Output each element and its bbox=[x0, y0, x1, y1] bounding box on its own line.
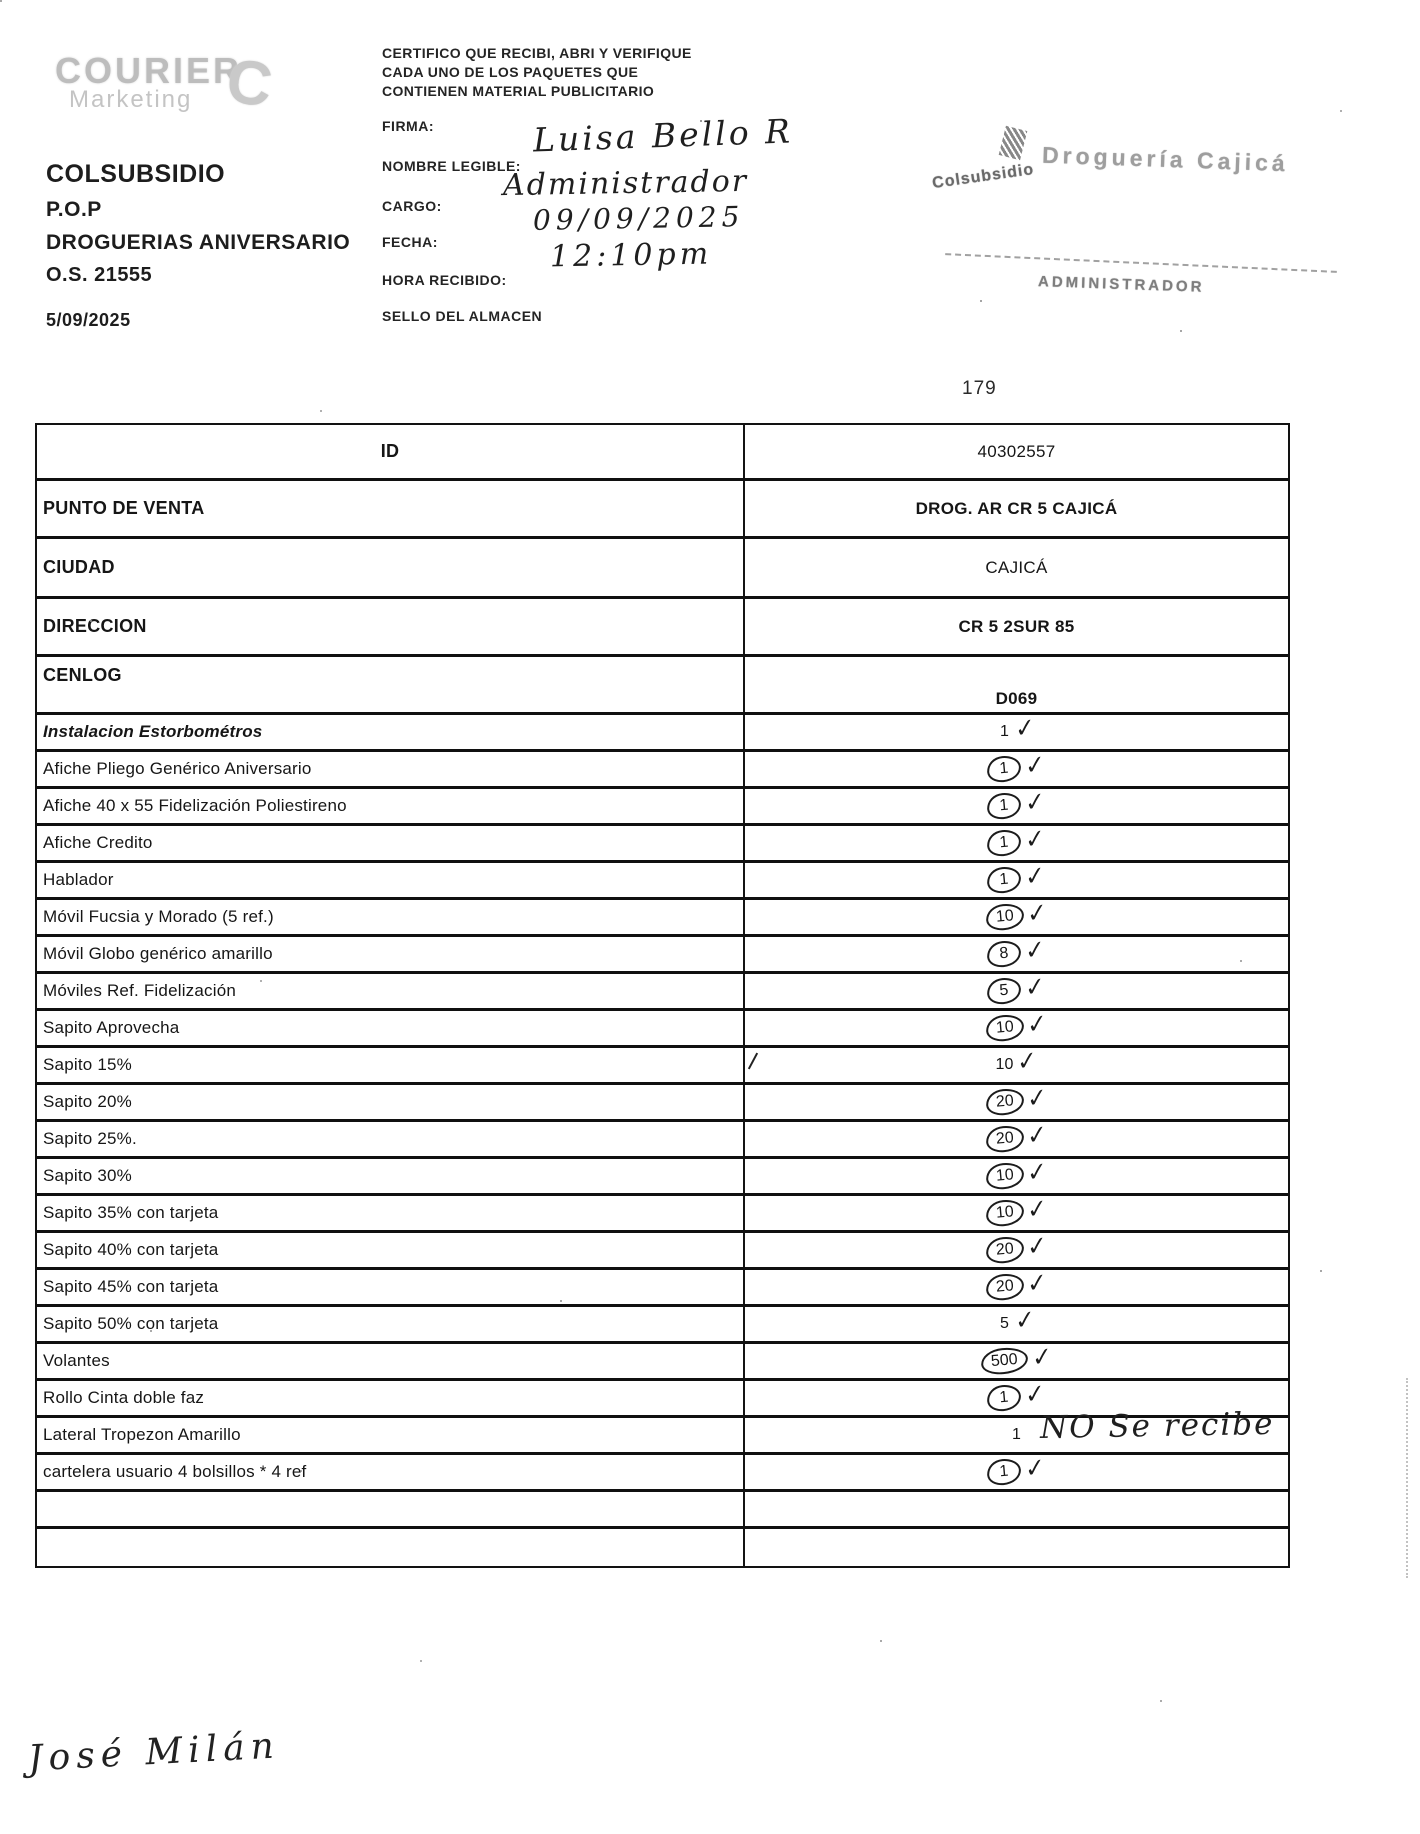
stamp-colsubsidio-logo: Colsubsidio bbox=[931, 160, 1036, 193]
item-label: Sapito 20% bbox=[43, 1092, 132, 1111]
item-quantity: 10 bbox=[984, 1013, 1024, 1042]
item-label: Móviles Ref. Fidelización bbox=[43, 981, 237, 1000]
certification-text: CERTIFICO QUE RECIBI, ABRI Y VERIFIQUE CADA UNO DE LOS PAQUETES QUE CONTIENEN MATERIAL PUBLICITARIO bbox=[382, 45, 692, 99]
direccion-label: DIRECCION bbox=[43, 616, 147, 636]
item-qty-cell bbox=[745, 1007, 1288, 1045]
item-label-cell bbox=[37, 974, 745, 1008]
scan-noise-speckles bbox=[0, 0, 2, 2]
page-number: 179 bbox=[962, 378, 997, 399]
item-quantity: 1 bbox=[986, 829, 1022, 858]
item-quantity: 1 bbox=[986, 866, 1022, 895]
item-label: Sapito 35% con tarjeta bbox=[43, 1203, 219, 1222]
item-quantity: 1 bbox=[986, 1384, 1022, 1413]
item-label-cell bbox=[37, 1270, 745, 1304]
table-row-item bbox=[37, 1044, 1288, 1085]
item-label-cell bbox=[37, 1344, 745, 1378]
table-row-item bbox=[37, 785, 1288, 826]
check-icon: ✓ bbox=[1026, 1081, 1049, 1115]
item-label: Sapito 40% con tarjeta bbox=[43, 1240, 219, 1259]
item-qty-cell bbox=[745, 1118, 1288, 1156]
ciudad-value: CAJICÁ bbox=[985, 557, 1048, 577]
sello-almacen-label: SELLO DEL ALMACEN bbox=[382, 308, 543, 324]
item-label-cell bbox=[37, 1455, 745, 1489]
table-row-item bbox=[37, 1340, 1288, 1381]
table-row-empty bbox=[37, 1529, 1288, 1566]
item-quantity: 1 bbox=[1012, 1426, 1021, 1443]
table-row-item bbox=[37, 748, 1288, 789]
item-label: Rollo Cinta doble faz bbox=[43, 1388, 205, 1407]
table-row-id bbox=[37, 425, 1288, 481]
ciudad-label-cell bbox=[37, 539, 745, 596]
item-qty-cell bbox=[745, 896, 1288, 934]
table-row-item bbox=[37, 1007, 1288, 1048]
item-label: cartelera usuario 4 bolsillos * 4 ref bbox=[43, 1462, 307, 1481]
table-row-item bbox=[37, 1192, 1288, 1233]
check-icon: ✓ bbox=[1026, 896, 1049, 930]
id-label: ID bbox=[380, 441, 400, 461]
logo-c-swirl-icon: C bbox=[222, 46, 277, 121]
check-icon: ✓ bbox=[1024, 748, 1047, 782]
table-row-empty bbox=[37, 1492, 1288, 1529]
handwritten-not-received-note: NO Se recibe bbox=[1039, 1405, 1275, 1447]
item-qty-cell bbox=[745, 1229, 1288, 1267]
check-icon: ✓ bbox=[1014, 1303, 1037, 1337]
stamp-dashed-line bbox=[945, 253, 1337, 273]
item-quantity: 1 bbox=[986, 792, 1022, 821]
item-qty-cell bbox=[745, 970, 1288, 1008]
check-icon: ✓ bbox=[1026, 1007, 1049, 1041]
table-row-item bbox=[37, 1451, 1288, 1492]
item-label: Instalacion Estorbométros bbox=[43, 722, 263, 741]
table-row-item bbox=[37, 1081, 1288, 1122]
check-icon: ✓ bbox=[1024, 859, 1047, 893]
item-qty-cell bbox=[745, 1451, 1288, 1489]
check-icon: ✓ bbox=[1026, 1229, 1049, 1263]
item-qty-cell bbox=[745, 1044, 1288, 1082]
table-row-item bbox=[37, 1229, 1288, 1270]
check-icon: ✓ bbox=[1026, 1118, 1049, 1152]
table-row-item bbox=[37, 711, 1288, 752]
item-label-cell bbox=[37, 1233, 745, 1267]
item-label: Sapito 15% bbox=[43, 1055, 132, 1074]
direccion-label-cell bbox=[37, 599, 745, 654]
item-quantity: 20 bbox=[984, 1124, 1024, 1153]
item-label-cell bbox=[37, 863, 745, 897]
punto-label-cell bbox=[37, 481, 745, 536]
item-label-cell bbox=[37, 1196, 745, 1230]
item-label-cell bbox=[37, 752, 745, 786]
table-row-item bbox=[37, 896, 1288, 937]
item-quantity: 1 bbox=[986, 755, 1022, 784]
item-quantity: 20 bbox=[984, 1235, 1024, 1264]
campaign-name: DROGUERIAS ANIVERSARIO bbox=[46, 231, 351, 254]
item-quantity: 10 bbox=[984, 1161, 1024, 1190]
check-icon: ✓ bbox=[1026, 1192, 1049, 1226]
check-icon: ✓ bbox=[1026, 1155, 1049, 1189]
ciudad-label: CIUDAD bbox=[43, 557, 115, 577]
item-label: Sapito 30% bbox=[43, 1166, 132, 1185]
table-row-ciudad bbox=[37, 539, 1288, 599]
table-row-item bbox=[37, 970, 1288, 1011]
item-label-cell bbox=[37, 826, 745, 860]
table-row-item bbox=[37, 1118, 1288, 1159]
scan-edge-artifact bbox=[1406, 1378, 1408, 1578]
nombre-legible-label: NOMBRE LEGIBLE: bbox=[382, 158, 521, 174]
item-label: Afiche Credito bbox=[43, 833, 153, 852]
handwritten-hora: 12:10pm bbox=[549, 236, 713, 275]
item-quantity: 20 bbox=[984, 1272, 1024, 1301]
empty-value-cell bbox=[745, 1529, 1288, 1566]
item-label-cell bbox=[37, 1418, 745, 1452]
table-row-cenlog bbox=[37, 657, 1288, 715]
table-row-item bbox=[37, 1155, 1288, 1196]
item-quantity: 5 bbox=[986, 977, 1022, 1006]
item-quantity: 500 bbox=[980, 1346, 1029, 1376]
check-icon: ✓ bbox=[1024, 970, 1047, 1004]
item-label: Afiche 40 x 55 Fidelización Poliestireno bbox=[43, 796, 347, 815]
fecha-label: FECHA: bbox=[382, 234, 438, 250]
item-qty-cell bbox=[745, 1081, 1288, 1119]
item-qty-cell bbox=[745, 859, 1288, 897]
handwritten-signature: José Milán bbox=[27, 1725, 281, 1780]
delivery-items-table bbox=[35, 423, 1290, 1568]
handwritten-fecha: 09/09/2025 bbox=[532, 200, 745, 237]
check-icon: ✓ bbox=[1016, 1044, 1039, 1078]
cargo-label: CARGO: bbox=[382, 198, 442, 214]
table-row-item bbox=[37, 1303, 1288, 1344]
item-label: Sapito 45% con tarjeta bbox=[43, 1277, 219, 1296]
check-icon: ✓ bbox=[1026, 1266, 1049, 1300]
ciudad-value-cell bbox=[745, 539, 1288, 596]
cenlog-value-cell bbox=[745, 657, 1288, 712]
table-row-item bbox=[37, 933, 1288, 974]
item-label-cell bbox=[37, 1085, 745, 1119]
logo-wordmark: COURIER bbox=[55, 50, 243, 91]
item-label: Móvil Fucsia y Morado (5 ref.) bbox=[43, 907, 274, 926]
table-row-punto-de-venta bbox=[37, 481, 1288, 539]
check-icon: ✓ bbox=[1024, 822, 1047, 856]
logo-subtitle: Marketing bbox=[69, 86, 193, 113]
item-quantity: 20 bbox=[984, 1087, 1024, 1116]
punto-value: DROG. AR CR 5 CAJICÁ bbox=[915, 498, 1118, 518]
table-row-item bbox=[37, 822, 1288, 863]
handwritten-cargo: Administrador bbox=[502, 163, 749, 204]
item-label: Afiche Pliego Genérico Aniversario bbox=[43, 759, 312, 778]
check-icon: ✓ bbox=[1024, 933, 1047, 967]
item-quantity: 10 bbox=[984, 1198, 1024, 1227]
id-value: 40302557 bbox=[977, 441, 1056, 461]
item-qty-cell bbox=[745, 1192, 1288, 1230]
item-qty-cell bbox=[745, 1340, 1288, 1378]
item-qty-cell bbox=[745, 785, 1288, 823]
empty-value-cell bbox=[745, 1492, 1288, 1526]
item-label-cell bbox=[37, 1122, 745, 1156]
cenlog-label-cell bbox=[37, 657, 745, 712]
item-label: Lateral Tropezon Amarillo bbox=[43, 1425, 241, 1444]
table-row-direccion bbox=[37, 599, 1288, 657]
document-date: 5/09/2025 bbox=[46, 310, 131, 330]
item-label: Hablador bbox=[43, 870, 114, 889]
firma-label: FIRMA: bbox=[382, 118, 434, 134]
item-quantity: 10 bbox=[984, 902, 1024, 931]
direccion-value-cell bbox=[745, 599, 1288, 654]
item-qty-cell bbox=[745, 748, 1288, 786]
empty-label-cell bbox=[37, 1529, 745, 1566]
item-quantity: 1 bbox=[999, 723, 1009, 740]
item-label-cell bbox=[37, 789, 745, 823]
stamp-store-name: Droguería Cajicá bbox=[1041, 141, 1290, 177]
item-qty-cell bbox=[745, 822, 1288, 860]
check-icon: ✓ bbox=[1024, 1451, 1047, 1485]
stamp-role-text: ADMINISTRADOR bbox=[1037, 273, 1205, 296]
check-icon: ✓ bbox=[1024, 1377, 1047, 1411]
id-value-cell bbox=[745, 425, 1288, 478]
cenlog-label: CENLOG bbox=[43, 665, 122, 685]
item-qty-cell bbox=[745, 1155, 1288, 1193]
item-label: Volantes bbox=[43, 1351, 110, 1370]
stamp-flag-icon bbox=[999, 126, 1028, 160]
check-icon: ✓ bbox=[1024, 785, 1047, 819]
left-header-block bbox=[46, 162, 350, 341]
item-label: Móvil Globo genérico amarillo bbox=[43, 944, 273, 963]
item-label-cell bbox=[37, 900, 745, 934]
item-label-cell bbox=[37, 1381, 745, 1415]
order-number: O.S. 21555 bbox=[46, 264, 153, 286]
empty-label-cell bbox=[37, 1492, 745, 1526]
item-label: Sapito Aprovecha bbox=[43, 1018, 180, 1037]
item-quantity: 1 bbox=[986, 1458, 1022, 1487]
handwritten-name: Luisa Bello R bbox=[532, 111, 794, 160]
table-row-item bbox=[37, 1266, 1288, 1307]
check-icon: ✓ bbox=[1031, 1340, 1053, 1374]
item-label-cell bbox=[37, 1011, 745, 1045]
id-label-cell bbox=[37, 425, 745, 478]
item-label-cell bbox=[37, 715, 745, 749]
item-qty-cell bbox=[745, 1303, 1288, 1341]
item-qty-cell bbox=[745, 711, 1288, 749]
item-label: Sapito 50% con tarjeta bbox=[43, 1314, 219, 1333]
item-quantity: 8 bbox=[986, 940, 1022, 969]
item-label-cell bbox=[37, 1048, 745, 1082]
item-label-cell bbox=[37, 1159, 745, 1193]
company-name: COLSUBSIDIO bbox=[46, 160, 226, 188]
hora-recibido-label: HORA RECIBIDO: bbox=[382, 272, 507, 288]
table-row-item bbox=[37, 859, 1288, 900]
item-label-cell bbox=[37, 1307, 745, 1341]
cenlog-value: D069 bbox=[995, 689, 1038, 708]
direccion-value: CR 5 2SUR 85 bbox=[958, 616, 1075, 636]
punto-value-cell bbox=[745, 481, 1288, 536]
check-icon: ✓ bbox=[1014, 711, 1037, 745]
punto-label: PUNTO DE VENTA bbox=[43, 498, 205, 518]
item-quantity: 5 bbox=[999, 1315, 1009, 1332]
item-label-cell bbox=[37, 937, 745, 971]
item-label: Sapito 25%. bbox=[43, 1129, 137, 1148]
item-quantity: 10 bbox=[995, 1056, 1014, 1073]
item-qty-cell bbox=[745, 1266, 1288, 1304]
courier-marketing-logo bbox=[55, 46, 277, 121]
item-qty-cell bbox=[745, 933, 1288, 971]
program-name: P.O.P bbox=[46, 198, 102, 221]
